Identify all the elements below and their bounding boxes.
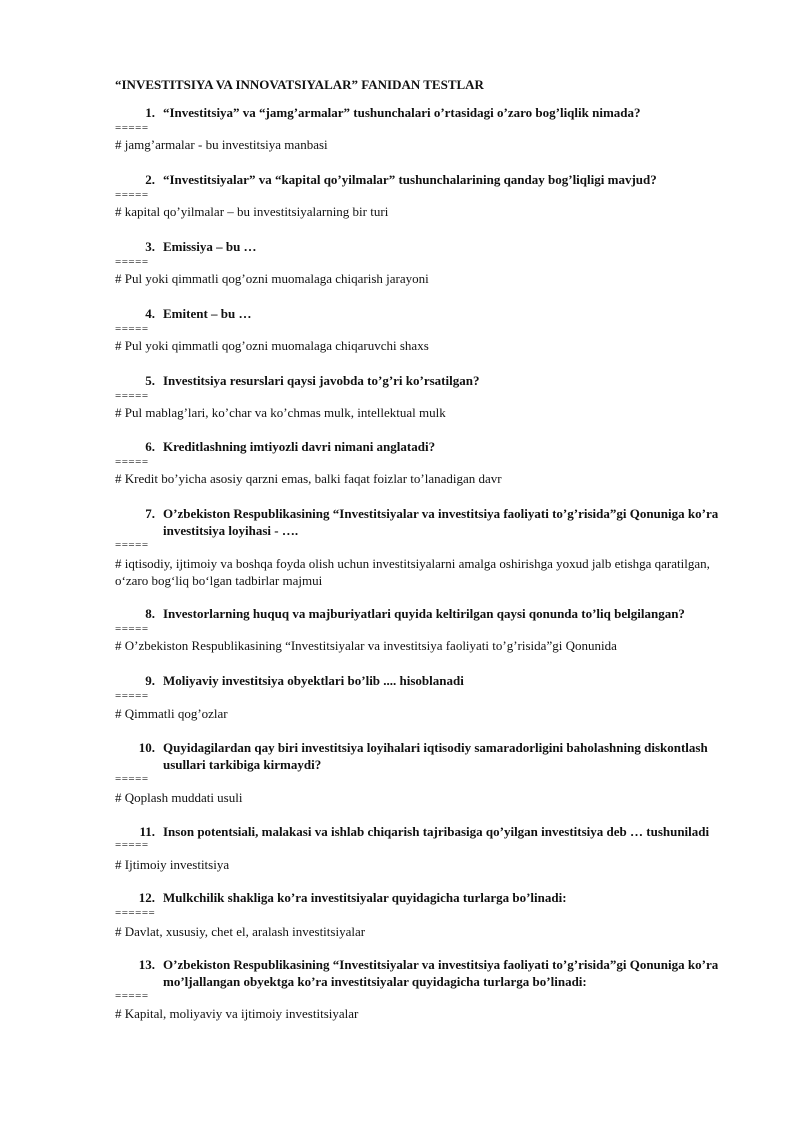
question-number: 10.: [138, 740, 155, 755]
question-number: 13.: [138, 957, 155, 972]
separator: =====: [115, 122, 149, 134]
question-text: Quyidagilardan qay biri investitsiya loyihalari iqtisodiy samaradorligini baholashning diskontlash usullari tarkibiga kirmaydi?: [163, 740, 708, 772]
separator: =====: [115, 256, 149, 268]
question-text: O’zbekiston Respublikasining “Investitsiyalar va investitsiya faoliyati to’g’risida”gi Qonuniga ko’ra investitsiya loyihasi - ….: [163, 506, 719, 538]
question-text: Investitsiya resurslari qaysi javobda to’g’ri ko’rsatilgan?: [163, 373, 480, 388]
question-text: Kreditlashning imtiyozli davri nimani anglatadi?: [163, 439, 436, 454]
question-number: 1.: [145, 105, 155, 120]
question-number: 5.: [145, 373, 155, 388]
answer-text: # Ijtimoiy investitsiya: [115, 857, 230, 872]
answer-text: # O’zbekiston Respublikasining “Investitsiyalar va investitsiya faoliyati to’g’risida”gi Qonunida: [115, 638, 617, 653]
answer-text: # Kapital, moliyaviy va ijtimoiy investitsiyalar: [115, 1006, 359, 1021]
separator: =====: [115, 189, 149, 201]
separator: =====: [115, 390, 149, 402]
separator: =====: [115, 539, 149, 551]
answer-text: # iqtisodiy, ijtimoiy va boshqa foyda olish uchun investitsiyalarni amalga oshirishga yoxud jalb etishga qaratilgan, o‘zaro bog‘liq bo‘lgan tadbirlar majmui: [115, 556, 710, 588]
question-text: Mulkchilik shakliga ko’ra investitsiyalar quyidagicha turlarga bo’linadi:: [163, 890, 567, 905]
separator: =====: [115, 839, 149, 851]
question-text: “Investitsiya” va “jamg’armalar” tushunchalari o’rtasidagi o’zaro bog’liqlik nimada?: [163, 105, 641, 120]
separator: ======: [115, 907, 156, 919]
answer-text: # Pul mablag’lari, ko’char va ko’chmas mulk, intellektual mulk: [115, 405, 446, 420]
question-number: 8.: [145, 606, 155, 621]
answer-text: # kapital qo’yilmalar – bu investitsiyalarning bir turi: [115, 204, 389, 219]
question-text: Emissiya – bu …: [163, 239, 257, 254]
separator: =====: [115, 623, 149, 635]
question-number: 11.: [139, 824, 155, 839]
answer-text: # Kredit bo’yicha asosiy qarzni emas, balki faqat foizlar to’lanadigan davr: [115, 471, 502, 486]
separator: =====: [115, 773, 149, 785]
separator: =====: [115, 323, 149, 335]
separator: =====: [115, 456, 149, 468]
question-text: O’zbekiston Respublikasining “Investitsiyalar va investitsiya faoliyati to’g’risida”gi Qonuniga ko’ra mo’ljallangan obyektga ko’ra investitsiyalar quyidagicha turlarga bo’linadi:: [163, 957, 719, 989]
question-text: Emitent – bu …: [163, 306, 252, 321]
answer-text: # Davlat, xususiy, chet el, aralash investitsiyalar: [115, 924, 366, 939]
question-number: 2.: [145, 172, 155, 187]
question-number: 4.: [145, 306, 155, 321]
question-text: Moliyaviy investitsiya obyektlari bo’lib .... hisoblanadi: [163, 673, 464, 688]
question-number: 9.: [145, 673, 155, 688]
document-title: “INVESTITSIYA VA INNOVATSIYALAR” FANIDAN TESTLAR: [115, 77, 484, 92]
answer-text: # jamg’armalar - bu investitsiya manbasi: [115, 137, 328, 152]
question-text: Investorlarning huquq va majburiyatlari quyida keltirilgan qaysi qonunda to’liq belgilangan?: [163, 606, 685, 621]
separator: =====: [115, 990, 149, 1002]
separator: =====: [115, 690, 149, 702]
answer-text: # Qimmatli qog’ozlar: [115, 706, 228, 721]
answer-text: # Pul yoki qimmatli qog’ozni muomalaga chiqarish jarayoni: [115, 271, 429, 286]
question-number: 6.: [145, 439, 155, 454]
question-text: Inson potentsiali, malakasi va ishlab chiqarish tajribasiga qo’yilgan investitsiya deb … tushuniladi: [163, 824, 710, 839]
answer-text: # Qoplash muddati usuli: [115, 790, 243, 805]
question-number: 7.: [145, 506, 155, 521]
question-number: 3.: [145, 239, 155, 254]
answer-text: # Pul yoki qimmatli qog’ozni muomalaga chiqaruvchi shaxs: [115, 338, 429, 353]
question-text: “Investitsiyalar” va “kapital qo’yilmalar” tushunchalarining qanday bog’liqligi mavjud?: [163, 172, 657, 187]
question-number: 12.: [138, 890, 155, 905]
